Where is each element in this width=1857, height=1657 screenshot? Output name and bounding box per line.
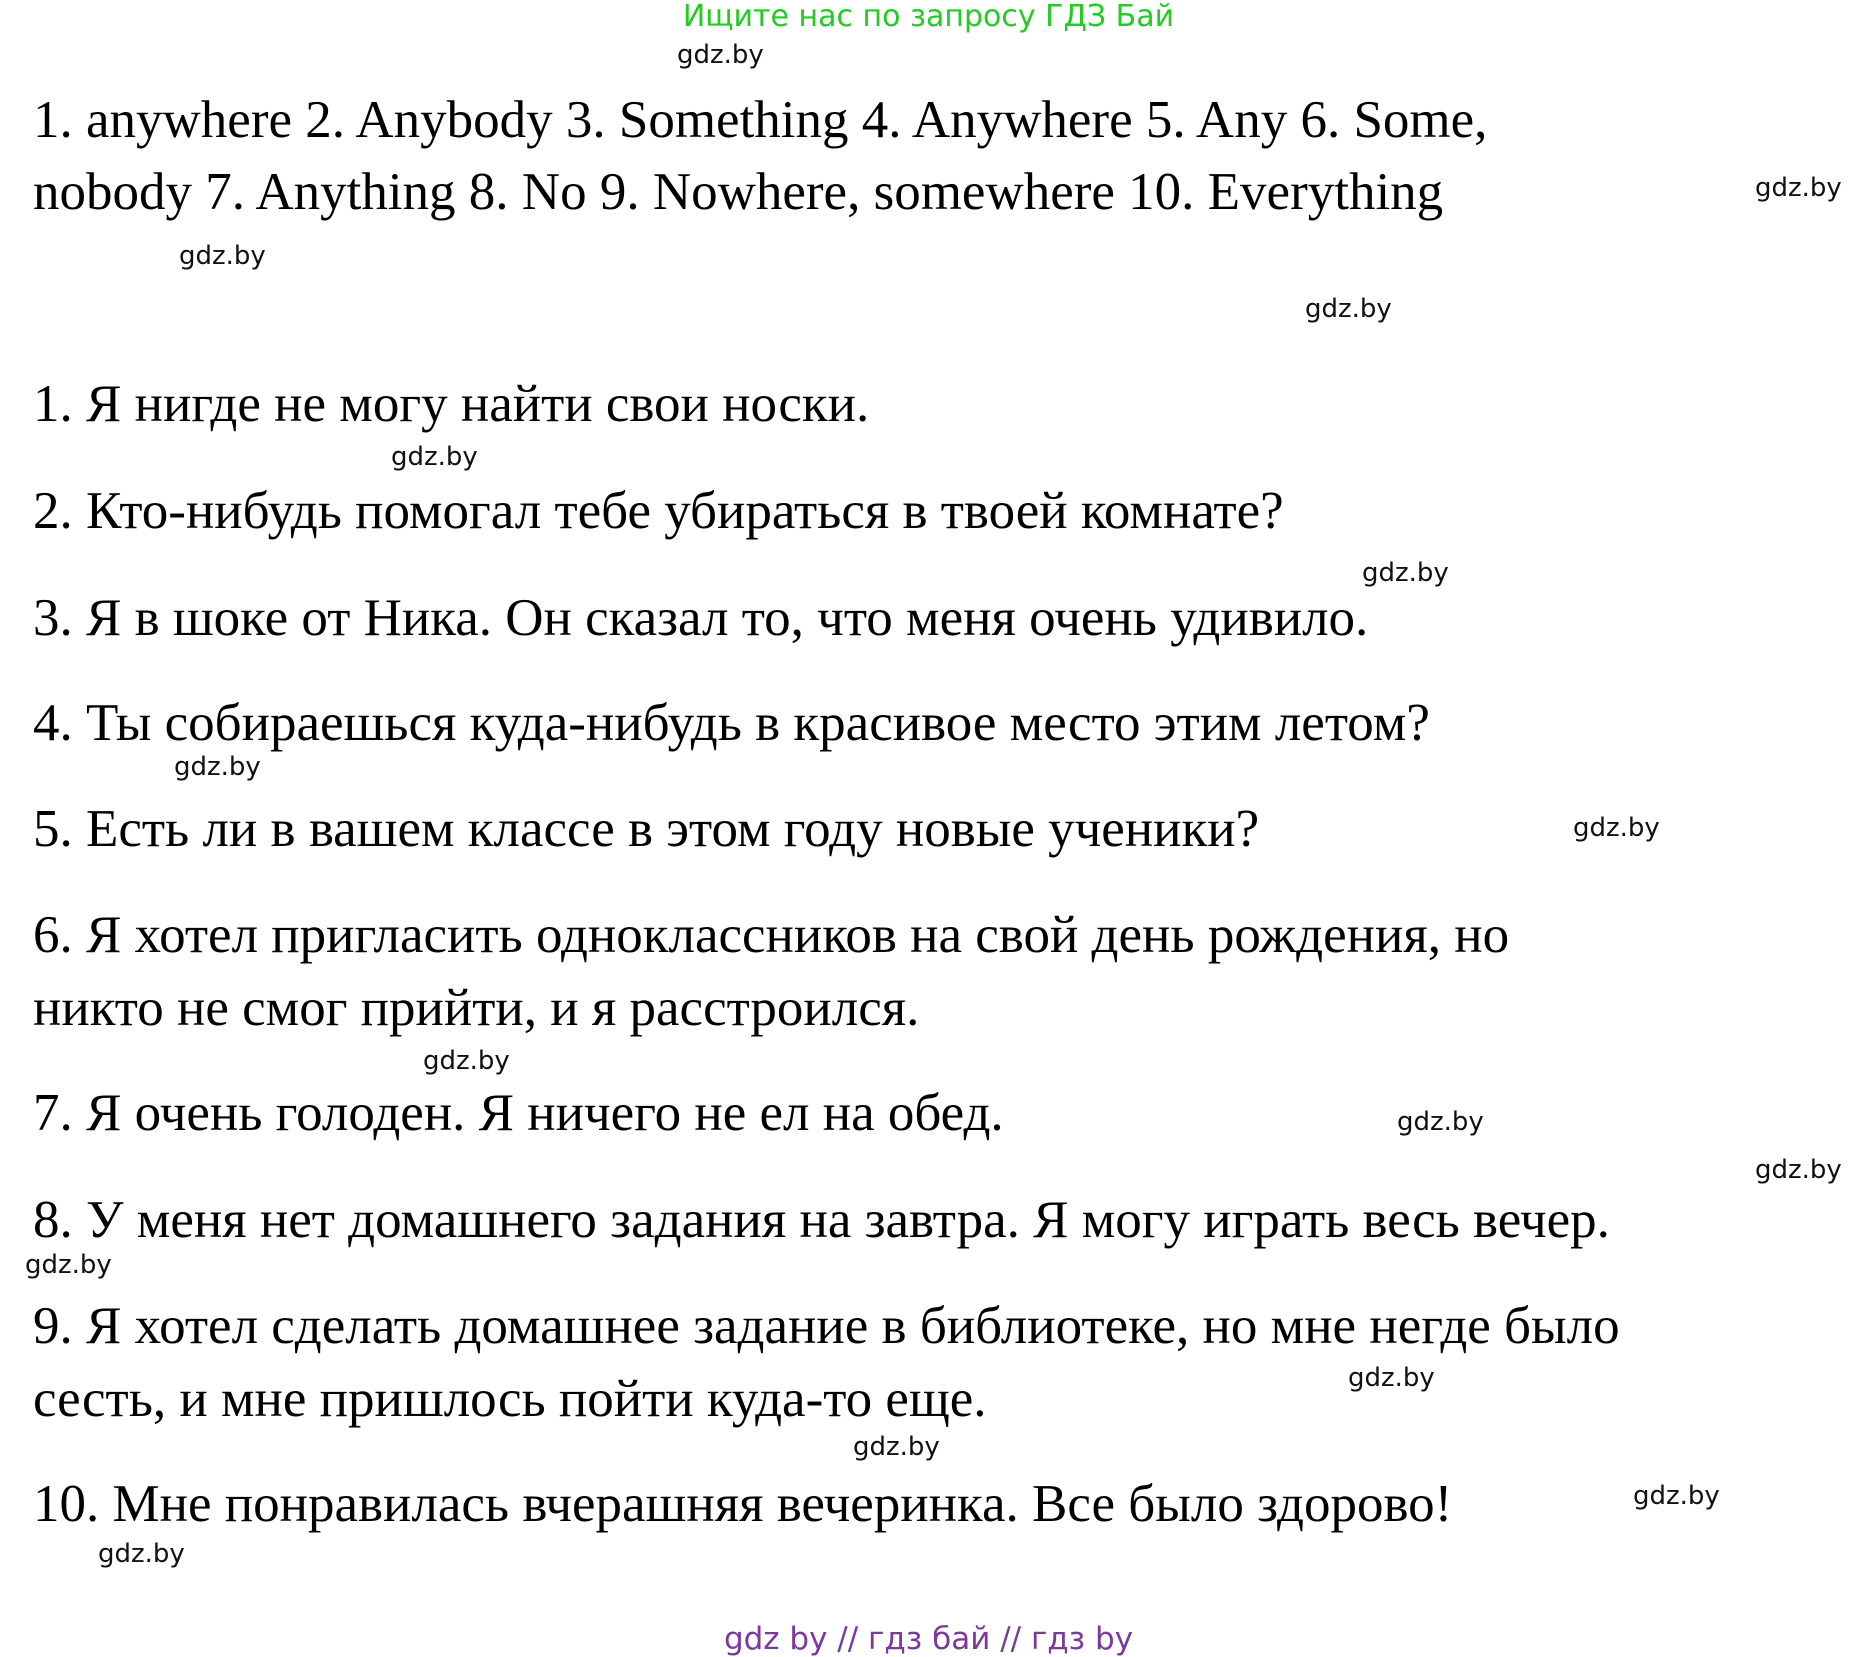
watermark: gdz.by: [1348, 1363, 1435, 1393]
watermark: gdz.by: [25, 1250, 112, 1280]
answers-line-1: 1. anywhere 2. Anybody 3. Something 4. Anywhere 5. Any 6. Some,: [33, 91, 1488, 149]
watermark: gdz.by: [1755, 1155, 1842, 1185]
watermark: gdz.by: [1397, 1107, 1484, 1137]
watermark: gdz.by: [423, 1046, 510, 1076]
translation-1: 1. Я нигде не могу найти свои носки.: [33, 375, 870, 433]
watermark: gdz.by: [98, 1539, 185, 1569]
watermark: gdz.by: [1305, 294, 1392, 324]
translation-4: 4. Ты собираешься куда-нибудь в красивое место этим летом?: [33, 694, 1430, 752]
watermark: gdz.by: [677, 40, 764, 70]
translation-9-line-1: 9. Я хотел сделать домашнее задание в библиотеке, но мне негде было: [33, 1297, 1620, 1355]
watermark: gdz.by: [1573, 813, 1660, 843]
watermark: gdz.by: [853, 1432, 940, 1462]
translation-10: 10. Мне понравилась вчерашняя вечеринка. Все было здорово!: [33, 1475, 1453, 1533]
watermark: gdz.by: [179, 241, 266, 271]
translation-8: 8. У меня нет домашнего задания на завтра. Я могу играть весь вечер.: [33, 1191, 1610, 1249]
answers-line-2: nobody 7. Anything 8. No 9. Nowhere, somewhere 10. Everything: [33, 163, 1444, 221]
watermark: gdz.by: [1362, 558, 1449, 588]
translation-6-line-1: 6. Я хотел пригласить одноклассников на свой день рождения, но: [33, 906, 1510, 964]
footer-links: gdz by // гдз бай // гдз by: [723, 1621, 1134, 1657]
translation-2: 2. Кто-нибудь помогал тебе убираться в твоей комнате?: [33, 482, 1284, 540]
translation-3: 3. Я в шоке от Ника. Он сказал то, что меня очень удивило.: [33, 589, 1369, 647]
translation-5: 5. Есть ли в вашем классе в этом году новые ученики?: [33, 800, 1260, 858]
watermark: gdz.by: [1633, 1481, 1720, 1511]
watermark: gdz.by: [174, 752, 261, 782]
translation-7: 7. Я очень голоден. Я ничего не ел на обед.: [33, 1084, 1004, 1142]
translation-9-line-2: сесть, и мне пришлось пойти куда-то еще.: [33, 1370, 987, 1428]
translation-6-line-2: никто не смог прийти, и я расстроился.: [33, 979, 920, 1037]
watermark: gdz.by: [1755, 173, 1842, 203]
top-banner: Ищите нас по запросу ГДЗ Бай: [682, 0, 1175, 34]
watermark: gdz.by: [391, 442, 478, 472]
